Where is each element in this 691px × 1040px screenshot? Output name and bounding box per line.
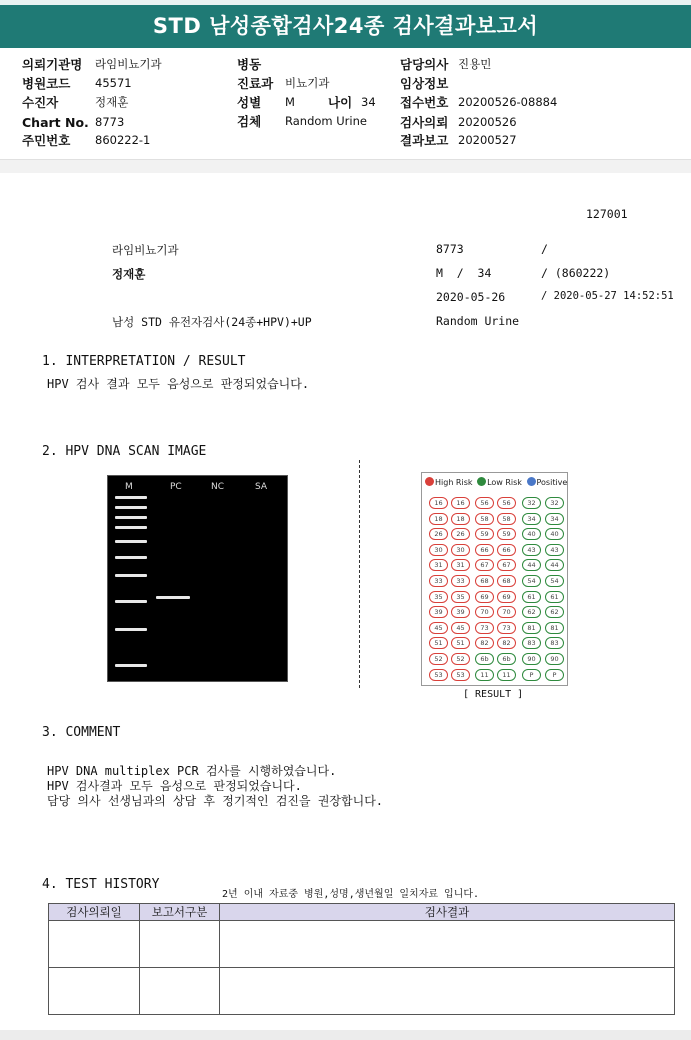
department-value: 비뇨기과 (285, 76, 330, 90)
hospital-code-row (22, 75, 132, 92)
hpv-type-cell: 61 (545, 591, 564, 603)
rrn-row (22, 132, 151, 149)
hpv-type-cell: 67 (497, 559, 516, 571)
doctor-label: 담당의사 (400, 57, 449, 72)
comment-line: HPV 검사결과 모두 음성으로 판정되었습니다. (47, 779, 302, 793)
hpv-type-cell: 30 (429, 544, 448, 556)
examinee-value: 정재훈 (95, 95, 129, 109)
request-row (400, 114, 517, 131)
ward-label: 병동 (237, 57, 262, 72)
hpv-type-cell: 70 (475, 606, 494, 618)
meta-sex-age: M / 34 (436, 266, 492, 280)
history-header-row (49, 904, 675, 921)
examinee-row (22, 94, 129, 111)
hpv-type-cell: 26 (451, 528, 470, 540)
report-date-value: 20200527 (458, 133, 517, 147)
table-cell (220, 921, 675, 968)
meta-slash: / (541, 242, 548, 256)
lane-label: SA (255, 482, 268, 492)
specimen-row (237, 113, 367, 130)
meta-date-reported: / 2020-05-27 14:52:51 (541, 290, 674, 302)
hpv-type-cell: 30 (451, 544, 470, 556)
receipt-label: 접수번호 (400, 95, 449, 110)
marker-band (115, 526, 147, 529)
institution-label: 의뢰기관명 (22, 57, 83, 72)
request-value: 20200526 (458, 115, 517, 129)
examinee-label: 수진자 (22, 95, 59, 110)
doctor-row (400, 56, 492, 73)
hpv-type-cell: 32 (545, 497, 564, 509)
pc-band (156, 596, 190, 599)
report-code: 127001 (586, 207, 628, 221)
hpv-type-cell: 54 (545, 575, 564, 587)
gel-electrophoresis-image (107, 475, 288, 682)
chart-value: 8773 (95, 115, 125, 129)
institution-row (22, 56, 162, 73)
history-note: 2년 이내 자료중 병원,성명,생년월일 일치자료 입니다. (222, 889, 480, 900)
report-title: STD 남성종합검사24종 검사결과보고서 (152, 14, 539, 38)
hpv-type-cell: 44 (522, 559, 541, 571)
hpv-type-cell: 73 (475, 622, 494, 634)
doctor-value: 진용민 (458, 57, 492, 71)
table-cell (220, 968, 675, 1015)
hpv-type-cell: 40 (545, 528, 564, 540)
hpv-type-cell: 62 (545, 606, 564, 618)
hpv-type-cell: 66 (475, 544, 494, 556)
report-date-row (400, 132, 517, 149)
marker-band (115, 540, 147, 543)
table-row (49, 968, 675, 1015)
hpv-type-cell: 62 (522, 606, 541, 618)
hpv-type-cell: 81 (522, 622, 541, 634)
hpv-type-cell: 53 (451, 669, 470, 681)
hpv-type-cell: 58 (497, 513, 516, 525)
hpv-type-cell: 70 (497, 606, 516, 618)
hpv-type-cell: 26 (429, 528, 448, 540)
hpv-type-cell: 59 (497, 528, 516, 540)
marker-band (115, 574, 147, 577)
department-row (237, 75, 330, 92)
meta-clinic: 라임비뇨기과 (112, 243, 179, 257)
dashed-divider (359, 460, 360, 688)
hpv-type-cell: 52 (451, 653, 470, 665)
hpv-type-cell: 83 (522, 637, 541, 649)
hpv-type-cell: 68 (497, 575, 516, 587)
hpv-type-cell: 66 (497, 544, 516, 556)
high-risk-dot-icon (425, 477, 434, 486)
marker-band (115, 556, 147, 559)
hpv-type-cell: 82 (497, 637, 516, 649)
meta-date-received: 2020-05-26 (436, 290, 506, 304)
hpv-type-cell: 67 (475, 559, 494, 571)
hpv-type-cell: 69 (497, 591, 516, 603)
table-cell (140, 921, 220, 968)
legend-low: Low Risk (487, 478, 522, 487)
hpv-type-cell: 82 (475, 637, 494, 649)
low-risk-dot-icon (477, 477, 486, 486)
hpv-type-cell: 52 (429, 653, 448, 665)
hospital-code-value: 45571 (95, 76, 132, 90)
history-col-report-type: 보고서구분 (140, 904, 220, 921)
age-value: 34 (361, 95, 376, 109)
chart-row (22, 114, 125, 131)
hpv-type-cell: 6b (497, 653, 516, 665)
specimen-value: Random Urine (285, 114, 367, 128)
sex-row (237, 94, 376, 111)
ward-row (237, 56, 261, 73)
hpv-type-cell: 39 (429, 606, 448, 618)
hpv-type-cell: 51 (429, 637, 448, 649)
hpv-type-cell: 35 (429, 591, 448, 603)
hpv-type-cell: P (522, 669, 541, 681)
meta-chart: 8773 (436, 242, 464, 256)
hpv-type-cell: 45 (429, 622, 448, 634)
table-cell (140, 968, 220, 1015)
hpv-type-cell: P (545, 669, 564, 681)
rrn-label: 주민번호 (22, 133, 71, 148)
scan-caption: [ RESULT ] (463, 689, 524, 700)
hpv-scan-result-grid (421, 472, 568, 686)
hpv-type-cell: 31 (429, 559, 448, 571)
section-scan-title: 2. HPV DNA SCAN IMAGE (42, 444, 207, 459)
report-header (0, 0, 691, 48)
hpv-type-cell: 69 (475, 591, 494, 603)
section-divider (0, 159, 691, 173)
chart-label: Chart No. (22, 115, 89, 130)
hpv-type-cell: 16 (429, 497, 448, 509)
marker-band (115, 516, 147, 519)
hpv-type-cell: 6b (475, 653, 494, 665)
clinical-row (400, 75, 448, 92)
hpv-type-cell: 81 (545, 622, 564, 634)
department-label: 진료과 (237, 76, 274, 91)
page-footer-bar (0, 1030, 691, 1040)
receipt-value: 20200526-08884 (458, 95, 558, 109)
marker-band (115, 600, 147, 603)
table-cell (49, 968, 140, 1015)
lane-label: NC (211, 482, 225, 492)
marker-band (115, 496, 147, 499)
scan-legend (425, 477, 567, 487)
rrn-value: 860222-1 (95, 133, 151, 147)
hpv-type-cell: 61 (522, 591, 541, 603)
history-table (48, 903, 675, 1015)
hpv-type-cell: 68 (475, 575, 494, 587)
hpv-type-cell: 39 (451, 606, 470, 618)
hpv-type-cell: 44 (545, 559, 564, 571)
table-cell (49, 921, 140, 968)
marker-band (115, 506, 147, 509)
sex-value: M (285, 95, 295, 109)
hpv-type-cell: 90 (545, 653, 564, 665)
hpv-type-cell: 45 (451, 622, 470, 634)
comment-line: HPV DNA multiplex PCR 검사를 시행하였습니다. (47, 764, 337, 778)
hpv-type-cell: 34 (522, 513, 541, 525)
receipt-row (400, 94, 558, 111)
table-row (49, 921, 675, 968)
hpv-type-cell: 35 (451, 591, 470, 603)
comment-line: 담당 의사 선생님과의 상담 후 정기적인 검진을 권장합니다. (47, 794, 384, 808)
hpv-type-cell: 90 (522, 653, 541, 665)
legend-high: High Risk (435, 478, 473, 487)
history-col-request-date: 검사의뢰일 (49, 904, 140, 921)
positive-dot-icon (527, 477, 536, 486)
interpretation-text: HPV 검사 결과 모두 음성으로 판정되었습니다. (47, 377, 310, 391)
hpv-type-cell: 53 (429, 669, 448, 681)
history-col-result: 검사결과 (220, 904, 675, 921)
hpv-type-cell: 33 (451, 575, 470, 587)
lane-label: M (125, 482, 133, 492)
hpv-type-cell: 32 (522, 497, 541, 509)
hpv-type-cell: 34 (545, 513, 564, 525)
hpv-type-cell: 73 (497, 622, 516, 634)
marker-band (115, 628, 147, 631)
specimen-label: 검체 (237, 114, 262, 129)
lane-label: PC (170, 482, 182, 492)
hpv-type-cell: 54 (522, 575, 541, 587)
meta-test-name: 남성 STD 유전자검사(24종+HPV)+UP (112, 315, 312, 329)
hpv-type-cell: 58 (475, 513, 494, 525)
hpv-type-cell: 59 (475, 528, 494, 540)
hpv-type-cell: 18 (451, 513, 470, 525)
hpv-type-cell: 18 (429, 513, 448, 525)
sex-label: 성별 (237, 95, 262, 110)
hpv-type-cell: 51 (451, 637, 470, 649)
institution-value: 라임비뇨기과 (95, 57, 162, 71)
hpv-type-cell: 43 (522, 544, 541, 556)
hospital-code-label: 병원코드 (22, 76, 71, 91)
hpv-type-cell: 43 (545, 544, 564, 556)
clinical-label: 임상정보 (400, 76, 449, 91)
hpv-type-cell: 16 (451, 497, 470, 509)
meta-name: 정재훈 (112, 267, 146, 281)
marker-band (115, 664, 147, 667)
section-comment-title: 3. COMMENT (42, 725, 121, 740)
hpv-type-cell: 11 (497, 669, 516, 681)
hpv-type-cell: 31 (451, 559, 470, 571)
legend-positive: Positive (536, 478, 568, 487)
hpv-type-cell: 33 (429, 575, 448, 587)
report-date-label: 결과보고 (400, 133, 449, 148)
meta-specimen: Random Urine (436, 314, 520, 328)
section-interpretation-title: 1. INTERPRETATION / RESULT (42, 354, 246, 369)
section-history-title: 4. TEST HISTORY (42, 877, 160, 892)
age-label: 나이 (328, 95, 353, 110)
hpv-type-cell: 40 (522, 528, 541, 540)
hpv-type-cell: 56 (497, 497, 516, 509)
request-label: 검사의뢰 (400, 115, 449, 130)
meta-birth: / (860222) (541, 266, 611, 280)
hpv-type-cell: 83 (545, 637, 564, 649)
hpv-type-cell: 11 (475, 669, 494, 681)
hpv-type-cell: 56 (475, 497, 494, 509)
